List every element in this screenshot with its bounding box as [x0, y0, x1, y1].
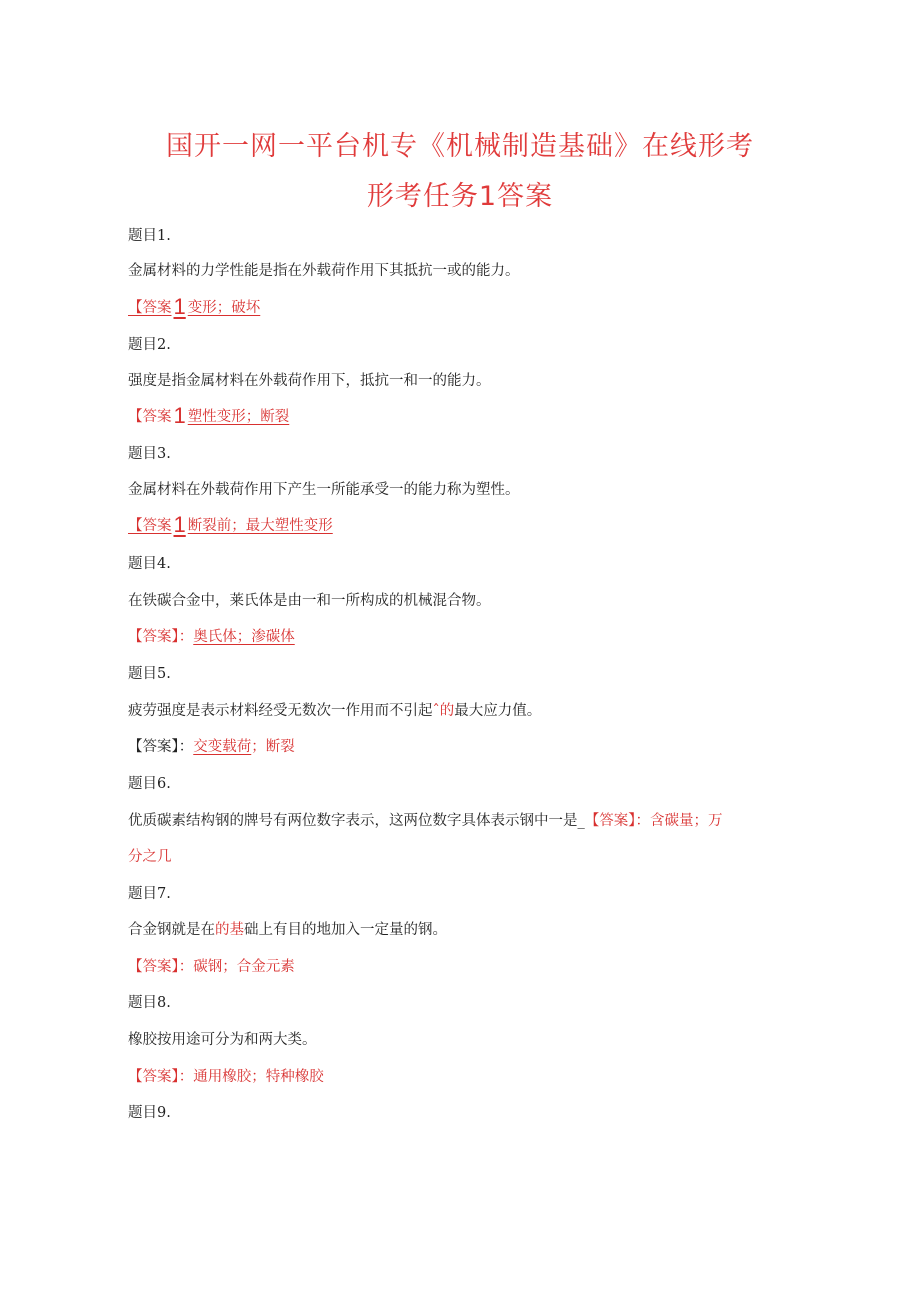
question-8-label: 题目8. — [128, 995, 171, 1011]
question-8-text: 橡胶按用途可分为和两大类。 — [128, 1032, 317, 1048]
answer-5-prefix: 【答案】： — [128, 739, 194, 755]
question-7-text-c: 础上有目的地加入一定量的钢。 — [244, 922, 447, 938]
question-5-text — [128, 702, 541, 720]
answer-6-continued: 分之几 — [128, 849, 172, 865]
answer-2 — [128, 403, 290, 428]
answer-5-text-a: 交变载荷 — [193, 739, 252, 755]
question-1-text: 金属材料的力学性能是指在外载荷作用下其抵抗一或的能力。 — [128, 263, 520, 279]
answer-4-prefix: 【答案】： — [128, 629, 194, 645]
question-6-text — [128, 812, 723, 830]
answer-3-open: 【答案 — [128, 518, 172, 534]
answer-7-prefix: 【答案】： — [128, 959, 194, 975]
question-7-text-a: 合金钢就是在 — [128, 922, 215, 938]
doc-title-line1: 国开一网一平台机专《机械制造基础》在线形考 — [166, 131, 754, 162]
question-7-text-b: 的基 — [215, 922, 244, 938]
answer-4 — [128, 628, 295, 646]
answer-8 — [128, 1068, 324, 1086]
answer-3 — [128, 512, 333, 537]
answer-1-text: 变形；破坏 — [187, 300, 261, 316]
answer-1-num: 1 — [173, 294, 186, 319]
answer-4-text: 奥氏体；渗碳体 — [193, 629, 295, 645]
question-5-label: 题目5. — [128, 666, 171, 682]
question-6-text-a: 优质碳素结构钢的牌号有两位数字表示，这两位数字具体表示钢中一是_ — [128, 813, 585, 829]
question-5-text-b: ˆ的 — [432, 703, 455, 719]
question-2-text: 强度是指金属材料在外载荷作用下，抵抗一和一的能力。 — [128, 373, 491, 389]
answer-7-text: 碳钢；合金元素 — [193, 959, 295, 975]
answer-5-text-b: ；断裂 — [251, 739, 295, 755]
answer-1 — [128, 294, 261, 319]
answer-3-text: 断裂前；最大塑性变形 — [187, 518, 333, 534]
question-4-text: 在铁碳合金中，莱氏体是由一和一所构成的机械混合物。 — [128, 593, 491, 609]
answer-6-inline: 【答案】：含碳量；万 — [584, 813, 723, 829]
question-5-text-c: 最大应力值。 — [454, 703, 542, 719]
question-5-text-a: 疲劳强度是表示材料经受无数次一作用而不引起 — [128, 703, 433, 719]
answer-3-num: 1 — [173, 512, 186, 537]
answer-1-open: 【答案 — [128, 300, 172, 316]
question-4-label: 题目4. — [128, 556, 171, 572]
question-9-label: 题目9. — [128, 1105, 171, 1121]
question-7-label: 题目7. — [128, 886, 171, 902]
answer-5 — [128, 738, 295, 756]
question-6-label: 题目6. — [128, 776, 171, 792]
question-3-text: 金属材料在外载荷作用下产生一所能承受一的能力称为塑性。 — [128, 482, 520, 498]
doc-title-line2: 形考任务1答案 — [366, 181, 554, 212]
question-7-text — [128, 921, 447, 939]
answer-2-num: 1 — [173, 403, 186, 428]
answer-7 — [128, 958, 295, 976]
answer-2-open: 【答案 — [128, 409, 172, 425]
question-3-label: 题目3. — [128, 446, 171, 462]
question-2-label: 题目2. — [128, 337, 171, 353]
answer-2-text: 塑性变形；断裂 — [187, 409, 290, 425]
answer-8-prefix: 【答案】： — [128, 1069, 194, 1085]
answer-8-text: 通用橡胶；特种橡胶 — [193, 1069, 324, 1085]
question-1-label: 题目1. — [128, 228, 171, 244]
